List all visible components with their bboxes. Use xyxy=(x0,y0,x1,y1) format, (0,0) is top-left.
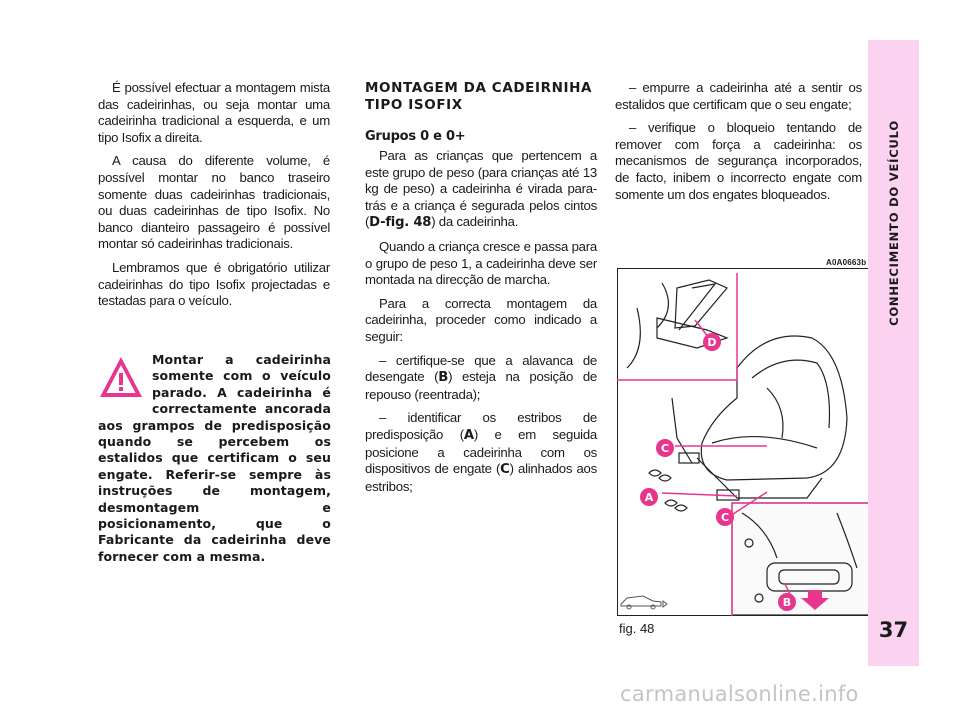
paragraph: Lembramos que é obrigatório utilizar cadeirinhas do tipo Isofix projectadas e testadas para o veículo. xyxy=(98,259,330,309)
page-number: 37 xyxy=(878,618,909,642)
section-title: CONHECIMENTO DO VEÍCULO xyxy=(887,120,901,326)
section-heading: MONTAGEM DA CADEIRNIHA TIPO ISOFIX xyxy=(365,80,593,113)
callout-c xyxy=(716,508,734,526)
svg-text:C: C xyxy=(720,511,730,524)
callout-a xyxy=(640,488,658,506)
paragraph: Quando a criança cresce e passa para o grupo de peso 1, a cadeirinha deve ser montada na direcção de marcha. xyxy=(365,238,597,288)
svg-text:C: C xyxy=(660,442,670,455)
part-reference: C xyxy=(500,462,510,478)
callout-c xyxy=(656,439,674,457)
callout-d xyxy=(703,333,721,351)
paragraph: Para a correcta montagem da cadeirinha, proceder como indicado a seguir: xyxy=(365,295,597,344)
paragraph: – empurre a cadeirinha até a sentir os estalidos que certificam que o seu engate; xyxy=(615,80,862,112)
part-reference: A xyxy=(463,427,474,443)
paragraph: É possível efectuar a montagem mista das cadeirinhas, ou seja montar uma cadeirinha tradicional a esquerda, e um tipo Isofix a direita. xyxy=(98,80,330,145)
paragraph: – certifique-se que a alavanca de desengate (B) esteja na posição de repouso (reentrada); xyxy=(365,352,598,402)
paragraph: – verifique o bloqueio tentando de remover com força a cadeirinha: os mecanismos de segurança incorporados, de facto, inibem o incorrecto engate com somente um dos engates bloqueados. xyxy=(615,120,862,202)
figure-reference: D-fig. 48 xyxy=(369,215,432,231)
part-reference: B xyxy=(438,370,449,386)
svg-text:D: D xyxy=(707,336,717,349)
subheading: Grupos 0 e 0+ xyxy=(365,129,466,144)
paragraph: – identificar os estribos de predisposição (A) e em seguida posicione a cadeirinha com os dispositivos de engate (C) alinhados aos estribos; xyxy=(365,410,598,494)
watermark: carmanualsonline.info xyxy=(620,682,859,706)
column-2 xyxy=(365,80,597,502)
warning-text: Montar a cadeirinha somente com o veículo parado. A cadeirinha é correctamente ancorada aos grampos de predisposição quando se percebem os estalidos que certificam o seu engate. Referir-se sempre às instruções de montagem, desmontagem e posicionamento, que o Fabricante da cadeirinha deve fornecer com a mesma. xyxy=(98,352,331,564)
warning-box xyxy=(98,352,331,565)
column-1 xyxy=(98,80,330,317)
paragraph: Para as crianças que pertencem a este grupo de peso (para crianças até 13 kg de peso) a cadeirinha é virada para-trás e a criança é segurada pelos cintos (D-fig. 48) da cadeirinha. xyxy=(365,148,597,231)
callout-b xyxy=(778,593,796,611)
svg-text:B: B xyxy=(782,596,792,609)
warning-triangle-icon xyxy=(98,354,144,400)
svg-text:A: A xyxy=(644,491,654,504)
figure-illustration xyxy=(617,268,869,616)
paragraph: A causa do diferente volume, é possível montar no banco traseiro somente duas cadeirinhas tradicionais, ou duas cadeirinhas de tipo Isofix. No banco dianteiro passageiro é possível montar só cadeirinhas tradicionais. xyxy=(98,153,330,252)
release-lever-detail xyxy=(732,503,869,615)
section-sidebar xyxy=(868,40,919,666)
figure-caption: fig. 48 xyxy=(619,621,655,636)
column-3 xyxy=(615,80,862,210)
figure-code: A0A0663b xyxy=(826,258,867,267)
